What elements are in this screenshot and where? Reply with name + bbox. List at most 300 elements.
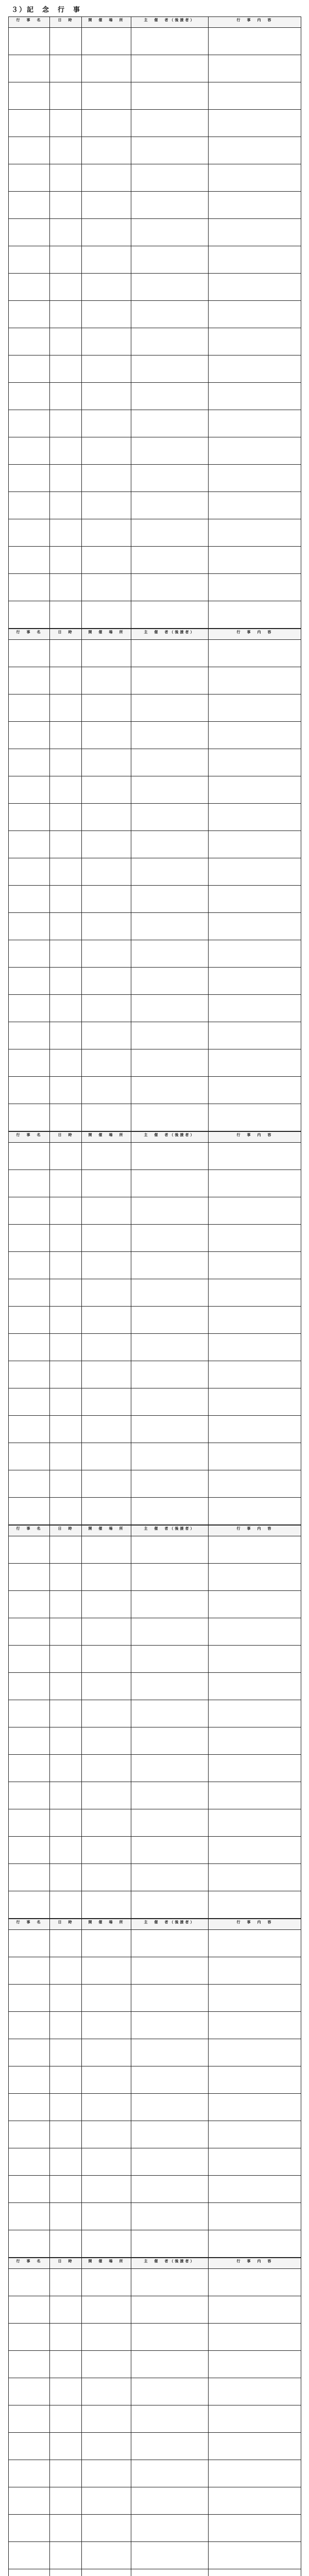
table-cell (9, 328, 50, 355)
table-cell (50, 274, 82, 301)
table-cell (209, 1498, 301, 1525)
table-cell (9, 410, 50, 437)
table-cell (131, 1416, 209, 1443)
table-cell (50, 1443, 82, 1470)
table-cell (50, 2094, 82, 2121)
table-cell (82, 246, 131, 274)
column-header: 日 時 (50, 1919, 82, 1930)
table-cell (9, 1022, 50, 1049)
table-cell (209, 2269, 301, 2296)
table-cell (82, 2012, 131, 2039)
table-cell (131, 574, 209, 601)
table-cell (9, 1755, 50, 1782)
table-cell (9, 2203, 50, 2230)
table-cell (50, 1049, 82, 1077)
table-row (9, 1864, 301, 1891)
table-cell (131, 1443, 209, 1470)
table-cell (50, 2012, 82, 2039)
table-cell (131, 1143, 209, 1170)
table-cell (9, 722, 50, 749)
table-cell (9, 137, 50, 164)
table-cell (50, 1673, 82, 1700)
table-row (9, 995, 301, 1022)
table-cell (209, 1591, 301, 1618)
table-cell (50, 886, 82, 913)
table-cell (209, 2203, 301, 2230)
table-cell (131, 1891, 209, 1919)
table-cell (50, 246, 82, 274)
table-cell (82, 192, 131, 219)
table-cell (209, 1755, 301, 1782)
table-cell (82, 1618, 131, 1646)
table-cell (131, 749, 209, 776)
table-row (9, 2296, 301, 2324)
table-cell (9, 2148, 50, 2176)
table-cell (131, 1252, 209, 1279)
table-row (9, 1755, 301, 1782)
table-cell (82, 858, 131, 886)
table-cell (50, 1591, 82, 1618)
column-header: 開 催 場 所 (82, 1132, 131, 1143)
table-cell (50, 2066, 82, 2094)
table-cell (50, 1646, 82, 1673)
table-cell (209, 2094, 301, 2121)
table-cell (131, 1985, 209, 2012)
table-cell (131, 355, 209, 383)
table-cell (50, 2460, 82, 2487)
table-cell (82, 1591, 131, 1618)
table-row (9, 2012, 301, 2039)
table-cell (9, 28, 50, 55)
table-cell (82, 137, 131, 164)
table-cell (131, 246, 209, 274)
table-cell (131, 2542, 209, 2569)
table-cell (131, 886, 209, 913)
table-cell (9, 192, 50, 219)
table-cell (9, 110, 50, 137)
table-cell (82, 913, 131, 940)
table-cell (82, 55, 131, 82)
table-cell (9, 1864, 50, 1891)
table-cell (209, 1077, 301, 1104)
column-header: 行 事 内 容 (209, 17, 301, 28)
table-row (9, 1930, 301, 1957)
table-cell (209, 722, 301, 749)
table-cell (131, 1564, 209, 1591)
table-cell (209, 804, 301, 831)
table-cell (209, 2012, 301, 2039)
table-cell (209, 2121, 301, 2148)
table-row (9, 465, 301, 492)
table-cell (9, 2569, 50, 2576)
table-cell (131, 274, 209, 301)
table-row (9, 1443, 301, 1470)
table-cell (82, 667, 131, 694)
table-cell (82, 110, 131, 137)
table-cell (9, 940, 50, 968)
table-cell (131, 1170, 209, 1197)
table-cell (9, 2296, 50, 2324)
table-cell (82, 2515, 131, 2542)
table-cell (50, 968, 82, 995)
table-cell (209, 437, 301, 465)
table-cell (9, 1443, 50, 1470)
column-header: 行 事 名 (9, 629, 50, 640)
table-cell (50, 110, 82, 137)
table-row (9, 383, 301, 410)
table-cell (131, 219, 209, 246)
table-cell (9, 82, 50, 110)
table-cell (50, 547, 82, 574)
table-row (9, 1700, 301, 1727)
table-cell (82, 2324, 131, 2351)
table-cell (50, 1809, 82, 1837)
table-cell (131, 1646, 209, 1673)
table-cell (9, 1361, 50, 1388)
table-cell (131, 28, 209, 55)
table-cell (82, 82, 131, 110)
table-cell (209, 410, 301, 437)
table-cell (50, 2269, 82, 2296)
table-cell (131, 1673, 209, 1700)
table-cell (82, 1104, 131, 1131)
table-cell (82, 164, 131, 192)
table-cell (9, 1225, 50, 1252)
table-cell (209, 1279, 301, 1307)
table-cell (9, 1104, 50, 1131)
table-cell (131, 1864, 209, 1891)
table-cell (50, 1170, 82, 1197)
table-cell (131, 1334, 209, 1361)
table-cell (131, 2569, 209, 2576)
table-cell (9, 246, 50, 274)
table-cell (9, 355, 50, 383)
table-cell (9, 1170, 50, 1197)
table-cell (9, 831, 50, 858)
column-header: 主 催 者（後援者） (131, 2258, 209, 2269)
column-header: 行 事 名 (9, 2258, 50, 2269)
table-cell (131, 2203, 209, 2230)
table-cell (131, 2121, 209, 2148)
table-header-row (9, 1919, 301, 1930)
table-cell (209, 574, 301, 601)
table-row (9, 2121, 301, 2148)
table-cell (50, 1361, 82, 1388)
table-cell (50, 492, 82, 519)
table-cell (209, 968, 301, 995)
table-cell (209, 1049, 301, 1077)
table-cell (9, 1700, 50, 1727)
table-cell (131, 1279, 209, 1307)
table-row (9, 2487, 301, 2515)
table-row (9, 28, 301, 55)
table-cell (131, 1755, 209, 1782)
table-row (9, 1891, 301, 1919)
table-cell (131, 1388, 209, 1416)
table-cell (82, 1388, 131, 1416)
table-cell (209, 1837, 301, 1864)
table-cell (131, 2433, 209, 2460)
events-table (8, 1131, 301, 1525)
table-cell (131, 1618, 209, 1646)
table-cell (9, 1334, 50, 1361)
table-cell (9, 2094, 50, 2121)
table-cell (131, 137, 209, 164)
table-cell (131, 519, 209, 547)
table-row (9, 2569, 301, 2576)
table-cell (50, 164, 82, 192)
table-cell (50, 667, 82, 694)
table-cell (82, 28, 131, 55)
table-row (9, 940, 301, 968)
table-cell (50, 1279, 82, 1307)
table-cell (50, 749, 82, 776)
table-cell (209, 2433, 301, 2460)
table-row (9, 722, 301, 749)
table-cell (209, 2487, 301, 2515)
table-row (9, 519, 301, 547)
table-cell (131, 2176, 209, 2203)
table-cell (131, 1225, 209, 1252)
table-cell (9, 1837, 50, 1864)
table-cell (9, 2012, 50, 2039)
table-row (9, 1416, 301, 1443)
table-cell (82, 1279, 131, 1307)
table-cell (82, 2203, 131, 2230)
table-cell (209, 2230, 301, 2258)
table-cell (82, 1077, 131, 1104)
table-cell (50, 2487, 82, 2515)
table-cell (50, 2296, 82, 2324)
table-cell (50, 137, 82, 164)
table-cell (131, 2066, 209, 2094)
table-cell (50, 437, 82, 465)
table-cell (209, 1361, 301, 1388)
events-table (8, 1919, 301, 2258)
table-cell (82, 2066, 131, 2094)
table-cell (50, 55, 82, 82)
table-cell (82, 749, 131, 776)
table-header-row (9, 17, 301, 28)
table-row (9, 694, 301, 722)
table-cell (82, 2148, 131, 2176)
table-row (9, 1361, 301, 1388)
table-cell (50, 1864, 82, 1891)
table-row (9, 2176, 301, 2203)
table-cell (82, 2378, 131, 2405)
table-cell (82, 2094, 131, 2121)
table-cell (209, 640, 301, 667)
table-cell (209, 1564, 301, 1591)
table-cell (131, 722, 209, 749)
column-header: 日 時 (50, 17, 82, 28)
table-row (9, 2324, 301, 2351)
table-cell (131, 1498, 209, 1525)
table-cell (209, 274, 301, 301)
table-cell (82, 2176, 131, 2203)
table-cell (131, 2012, 209, 2039)
table-cell (9, 1957, 50, 1985)
table-cell (131, 1930, 209, 1957)
table-cell (50, 1536, 82, 1564)
table-cell (9, 2324, 50, 2351)
table-row (9, 1809, 301, 1837)
table-row (9, 437, 301, 465)
table-cell (209, 219, 301, 246)
table-cell (209, 601, 301, 629)
table-cell (209, 1727, 301, 1755)
table-cell (209, 547, 301, 574)
table-cell (209, 2296, 301, 2324)
table-cell (9, 465, 50, 492)
table-cell (50, 1727, 82, 1755)
table-cell (50, 465, 82, 492)
table-cell (131, 640, 209, 667)
table-cell (209, 1891, 301, 1919)
table-cell (209, 328, 301, 355)
column-header: 開 催 場 所 (82, 1526, 131, 1536)
table-cell (209, 2378, 301, 2405)
table-cell (82, 1891, 131, 1919)
column-header: 開 催 場 所 (82, 17, 131, 28)
table-cell (131, 995, 209, 1022)
table-cell (82, 1470, 131, 1498)
table-cell (50, 1143, 82, 1170)
table-cell (131, 601, 209, 629)
table-cell (209, 2405, 301, 2433)
table-row (9, 1536, 301, 1564)
table-cell (209, 110, 301, 137)
table-row (9, 1143, 301, 1170)
table-cell (9, 301, 50, 328)
table-cell (209, 1470, 301, 1498)
table-cell (9, 1143, 50, 1170)
table-cell (82, 1864, 131, 1891)
table-cell (209, 2148, 301, 2176)
column-header: 行 事 内 容 (209, 1132, 301, 1143)
table-cell (9, 776, 50, 804)
table-cell (209, 776, 301, 804)
table-row (9, 55, 301, 82)
table-cell (50, 2203, 82, 2230)
events-table (8, 16, 301, 629)
table-row (9, 328, 301, 355)
table-cell (209, 2351, 301, 2378)
table-cell (131, 2296, 209, 2324)
table-cell (82, 547, 131, 574)
table-cell (82, 886, 131, 913)
table-row (9, 2230, 301, 2258)
table-cell (50, 1470, 82, 1498)
table-cell (9, 858, 50, 886)
table-row (9, 2378, 301, 2405)
table-cell (209, 995, 301, 1022)
table-cell (50, 1416, 82, 1443)
table-cell (209, 1618, 301, 1646)
table-cell (131, 2269, 209, 2296)
table-cell (82, 2296, 131, 2324)
table-cell (131, 1957, 209, 1985)
table-cell (131, 2378, 209, 2405)
table-cell (209, 192, 301, 219)
table-cell (131, 328, 209, 355)
page-title: ３）記 念 行 事 (8, 4, 301, 16)
table-row (9, 1197, 301, 1225)
table-cell (131, 1536, 209, 1564)
table-row (9, 1104, 301, 1131)
table-cell (82, 219, 131, 246)
table-cell (50, 804, 82, 831)
table-cell (9, 2515, 50, 2542)
table-cell (209, 940, 301, 968)
table-cell (82, 1985, 131, 2012)
table-header-row (9, 1526, 301, 1536)
table-cell (9, 2176, 50, 2203)
table-row (9, 2148, 301, 2176)
table-row (9, 1673, 301, 1700)
table-cell (131, 1809, 209, 1837)
table-cell (209, 1864, 301, 1891)
table-header-row (9, 2258, 301, 2269)
table-cell (82, 2542, 131, 2569)
table-cell (9, 1416, 50, 1443)
table-cell (82, 1536, 131, 1564)
table-cell (82, 383, 131, 410)
table-cell (131, 437, 209, 465)
table-cell (82, 1225, 131, 1252)
table-cell (50, 1498, 82, 1525)
table-cell (131, 913, 209, 940)
table-cell (131, 1049, 209, 1077)
table-cell (9, 2121, 50, 2148)
table-cell (82, 722, 131, 749)
table-cell (209, 82, 301, 110)
table-cell (82, 1049, 131, 1077)
table-cell (82, 1809, 131, 1837)
table-row (9, 110, 301, 137)
table-row (9, 749, 301, 776)
table-row (9, 547, 301, 574)
table-cell (50, 1957, 82, 1985)
table-cell (50, 722, 82, 749)
table-cell (9, 2066, 50, 2094)
table-cell (9, 547, 50, 574)
table-cell (82, 574, 131, 601)
column-header: 開 催 場 所 (82, 2258, 131, 2269)
column-header: 行 事 内 容 (209, 1919, 301, 1930)
table-cell (82, 1170, 131, 1197)
table-cell (9, 1197, 50, 1225)
table-cell (131, 164, 209, 192)
table-cell (9, 1470, 50, 1498)
table-cell (9, 2487, 50, 2515)
table-cell (131, 2148, 209, 2176)
table-cell (209, 28, 301, 55)
table-cell (131, 804, 209, 831)
table-cell (9, 995, 50, 1022)
table-row (9, 2405, 301, 2433)
table-cell (50, 2433, 82, 2460)
table-cell (50, 995, 82, 1022)
table-cell (209, 694, 301, 722)
table-row (9, 1252, 301, 1279)
table-row (9, 1957, 301, 1985)
table-row (9, 246, 301, 274)
table-cell (131, 192, 209, 219)
table-row (9, 1225, 301, 1252)
column-header: 行 事 名 (9, 17, 50, 28)
table-cell (131, 1077, 209, 1104)
